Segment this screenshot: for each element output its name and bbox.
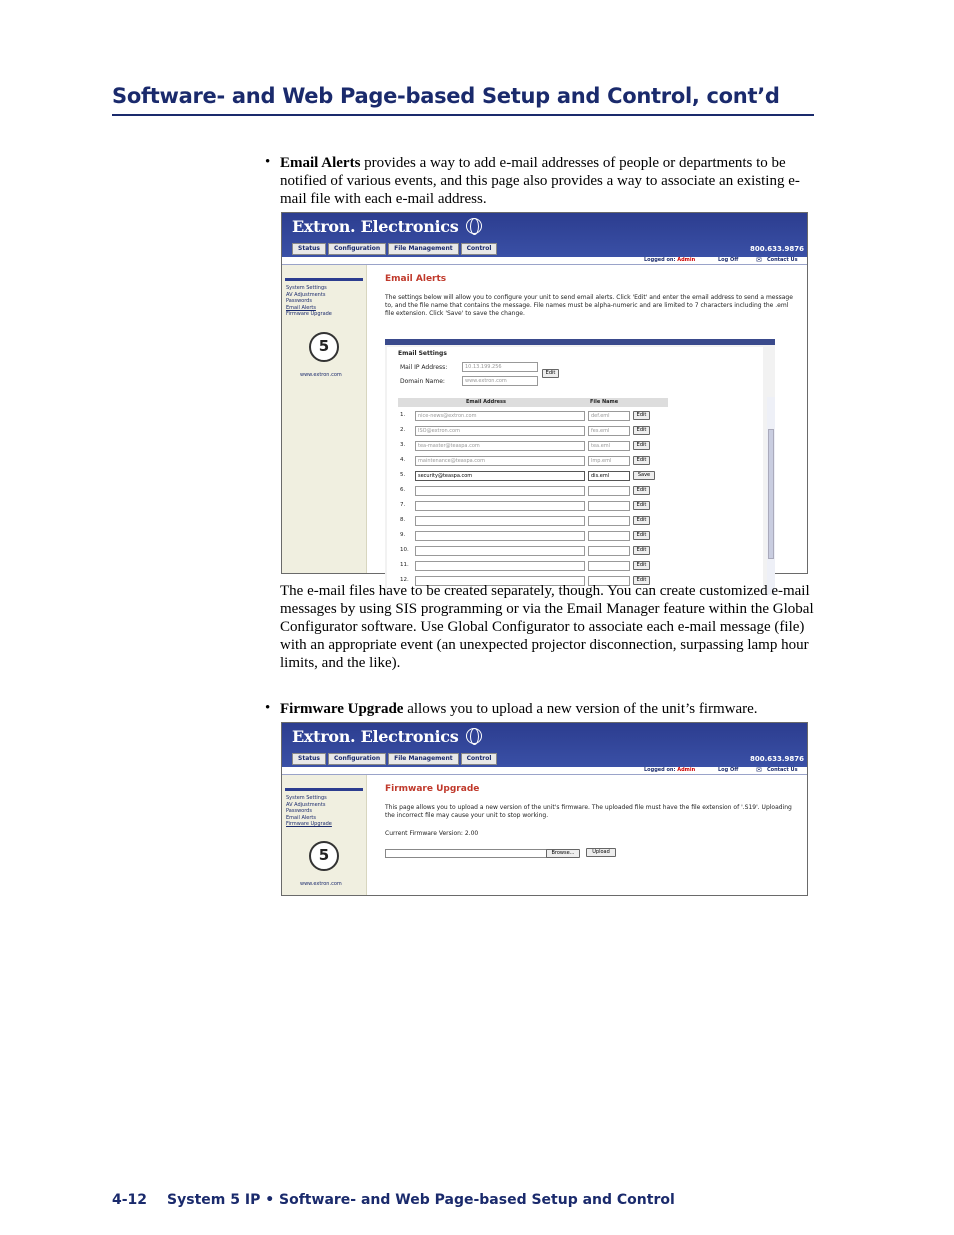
browse-button[interactable]: Browse... — [546, 849, 580, 858]
mail-settings-edit-button[interactable]: Edit — [542, 369, 559, 378]
firmware-upgrade-main — [374, 775, 807, 895]
tab-file-management[interactable]: File Management — [388, 243, 459, 255]
col-file-name: File Name — [590, 399, 619, 405]
sidebar-item-system-settings[interactable]: System Settings — [286, 285, 327, 291]
email-address-field[interactable]: maintenance@teaspa.com — [415, 456, 585, 466]
sidebar-rule — [285, 278, 363, 281]
email-address-field[interactable]: ISO@extron.com — [415, 426, 585, 436]
email-alerts-screenshot — [281, 212, 808, 583]
brand-logo: Extron. Electronics — [292, 217, 459, 236]
row-edit-button[interactable]: Edit — [633, 411, 650, 420]
file-name-field[interactable]: fes.eml — [588, 426, 630, 436]
footer-text: System 5 IP • Software- and Web Page-based Setup and Control — [167, 1192, 675, 1208]
email-settings-panel — [385, 339, 775, 595]
globe-icon — [466, 218, 482, 234]
phone-number: 800.633.9876 — [749, 755, 804, 763]
firmware-file-input[interactable] — [385, 849, 552, 858]
firmware-upgrade-intro: This page allows you to upload a new version of the unit's firmware. The uploaded file must have the file extension of '.S19'. Uploading the incorrect file may cause your unit to stop working. — [385, 804, 792, 819]
page-footer — [112, 1192, 675, 1208]
mail-ip-label: Mail IP Address: — [400, 364, 448, 371]
email-address-field[interactable]: nice-news@extron.com — [415, 411, 585, 421]
email-address-field[interactable] — [415, 501, 585, 511]
firmware-upgrade-screenshot — [281, 722, 808, 896]
row-number: 3. — [400, 442, 406, 448]
firmware-upgrade-paragraph — [280, 700, 816, 718]
email-address-field[interactable]: security@teaspa.com — [415, 471, 585, 481]
page-title: Software- and Web Page-based Setup and Control, cont’d — [112, 84, 780, 108]
tab-control[interactable]: Control — [461, 753, 498, 765]
file-name-field[interactable] — [588, 561, 630, 571]
mail-icon: ✉ — [756, 256, 762, 264]
bullet: • — [265, 700, 271, 716]
system5-seal-icon: 5 — [309, 332, 339, 362]
email-files-paragraph: The e-mail files have to be created separately, though. You can create customized e-mail messages by using SIS programming or via the Email Manager feature within the Global Configurator software. Use Global Configurator to associate each e-mail message (file) with an appropriate event (an unexpected projector disconnection, surpassing lamp hour limits, and the like). — [280, 583, 814, 671]
email-alerts-main — [374, 265, 807, 583]
globe-icon — [466, 728, 482, 744]
sidebar-item-firmware-upgrade[interactable]: Firmware Upgrade — [286, 821, 332, 827]
scrollbar-thumb[interactable] — [768, 429, 774, 559]
row-number: 7. — [400, 502, 406, 508]
row-edit-button[interactable]: Edit — [633, 486, 650, 495]
system5-seal-icon: 5 — [309, 841, 339, 871]
email-alerts-heading: Email Alerts — [385, 274, 447, 284]
tab-file-management[interactable]: File Management — [388, 753, 459, 765]
email-alerts-paragraph — [280, 154, 816, 208]
row-number: 9. — [400, 532, 406, 538]
tab-status[interactable]: Status — [292, 243, 326, 255]
contact-us-link[interactable]: Contact Us — [767, 257, 798, 263]
file-name-field[interactable]: tea.eml — [588, 441, 630, 451]
row-number: 2. — [400, 427, 406, 433]
row-edit-button[interactable]: Edit — [633, 546, 650, 555]
email-alerts-intro: The settings below will allow you to configure your unit to send email alerts. Click 'Edit' and enter the email address to send a message to, and the file name that contains the message. File names must be alpha-numeric and are limited to 7 characters including the .eml file extension. Click 'Save' to save the change. — [385, 294, 793, 317]
col-email-address: Email Address — [466, 399, 507, 405]
website-link[interactable]: www.extron.com — [300, 881, 342, 887]
log-off-link[interactable]: Log Off — [718, 767, 739, 773]
upload-button[interactable]: Upload — [586, 848, 616, 857]
email-address-field[interactable] — [415, 486, 585, 496]
row-number: 1. — [400, 412, 406, 418]
app-header — [282, 213, 807, 257]
sidebar-item-email-alerts[interactable]: Email Alerts — [286, 814, 316, 821]
logged-on — [644, 257, 695, 263]
row-number: 8. — [400, 517, 406, 523]
row-save-button[interactable]: Save — [633, 471, 655, 480]
domain-name-label: Domain Name: — [400, 378, 445, 385]
tab-configuration[interactable]: Configuration — [328, 753, 386, 765]
email-address-field[interactable] — [415, 546, 585, 556]
tab-status[interactable]: Status — [292, 753, 326, 765]
email-alerts-text: provides a way to add e-mail addresses of people or departments to be notified of various events, and this page also provides a way to associate an existing e-mail file with each e-mail address. — [280, 155, 800, 207]
sidebar — [282, 775, 367, 895]
tab-bar — [292, 243, 497, 255]
heading-rule — [112, 114, 814, 116]
mail-ip-field[interactable]: 10.13.199.256 — [462, 362, 538, 372]
brand-logo: Extron. Electronics — [292, 727, 459, 746]
tab-control[interactable]: Control — [461, 243, 498, 255]
sidebar-item-passwords[interactable]: Passwords — [286, 298, 312, 304]
file-name-field[interactable] — [588, 546, 630, 556]
email-alerts-term: Email Alerts — [280, 155, 361, 171]
file-name-field[interactable] — [588, 501, 630, 511]
row-edit-button[interactable]: Edit — [633, 561, 650, 570]
app-header — [282, 723, 807, 767]
row-edit-button[interactable]: Edit — [633, 501, 650, 510]
row-number: 10. — [400, 547, 409, 553]
row-number: 12. — [400, 577, 409, 583]
row-edit-button[interactable]: Edit — [633, 426, 650, 435]
sidebar-item-system-settings[interactable]: System Settings — [286, 795, 327, 801]
scrollbar[interactable] — [767, 397, 775, 595]
row-edit-button[interactable]: Edit — [633, 576, 650, 585]
logged-on-user: Admin — [677, 767, 696, 773]
domain-name-field[interactable]: www.extron.com — [462, 376, 538, 386]
row-number: 6. — [400, 487, 406, 493]
email-address-field[interactable] — [415, 531, 585, 541]
logged-on-label: Logged on: — [644, 257, 676, 263]
email-address-field[interactable] — [415, 561, 585, 571]
contact-us-link[interactable]: Contact Us — [767, 767, 798, 773]
sidebar-item-email-alerts[interactable]: Email Alerts — [286, 304, 316, 311]
logged-on-user: Admin — [677, 257, 696, 263]
file-name-field[interactable] — [588, 516, 630, 526]
logged-on — [644, 767, 695, 773]
sidebar-nav — [286, 285, 332, 318]
row-edit-button[interactable]: Edit — [633, 441, 650, 450]
row-edit-button[interactable]: Edit — [633, 456, 650, 465]
row-number: 4. — [400, 457, 406, 463]
sidebar-item-passwords[interactable]: Passwords — [286, 808, 312, 814]
tab-bar — [292, 753, 497, 765]
firmware-upgrade-text: allows you to upload a new version of the unit’s firmware. — [403, 701, 758, 717]
status-bar — [282, 257, 807, 265]
file-name-field[interactable]: lmp.eml — [588, 456, 630, 466]
log-off-link[interactable]: Log Off — [718, 257, 739, 263]
row-number: 11. — [400, 562, 409, 568]
row-edit-button[interactable]: Edit — [633, 516, 650, 525]
current-firmware-version: Current Firmware Version: 2.00 — [385, 830, 479, 837]
firmware-upgrade-term: Firmware Upgrade — [280, 701, 404, 717]
logged-on-label: Logged on: — [644, 767, 676, 773]
email-address-field[interactable]: tea-master@teaspa.com — [415, 441, 585, 451]
file-name-field[interactable] — [588, 531, 630, 541]
row-edit-button[interactable]: Edit — [633, 531, 650, 540]
email-table-header — [398, 398, 668, 407]
mail-icon: ✉ — [756, 766, 762, 774]
file-name-field[interactable]: dis.eml — [588, 471, 630, 481]
bullet: • — [265, 154, 271, 170]
website-link[interactable]: www.extron.com — [300, 372, 342, 378]
email-settings-body — [387, 347, 763, 595]
tab-configuration[interactable]: Configuration — [328, 243, 386, 255]
email-address-field[interactable] — [415, 516, 585, 526]
row-number: 5. — [400, 472, 406, 478]
sidebar-rule — [285, 788, 363, 791]
sidebar-item-firmware-upgrade[interactable]: Firmware Upgrade — [286, 311, 332, 317]
sidebar — [282, 265, 367, 573]
page-number: 4-12 — [112, 1192, 148, 1208]
status-bar — [282, 767, 807, 775]
sidebar-nav — [286, 795, 332, 828]
firmware-upgrade-heading: Firmware Upgrade — [385, 784, 480, 794]
sidebar-item-av-adjustments[interactable]: AV Adjustments — [286, 291, 326, 298]
file-name-field[interactable]: def.eml — [588, 411, 630, 421]
sidebar-item-av-adjustments[interactable]: AV Adjustments — [286, 801, 326, 808]
file-name-field[interactable] — [588, 486, 630, 496]
email-settings-title: Email Settings — [398, 350, 447, 357]
phone-number: 800.633.9876 — [749, 245, 804, 253]
